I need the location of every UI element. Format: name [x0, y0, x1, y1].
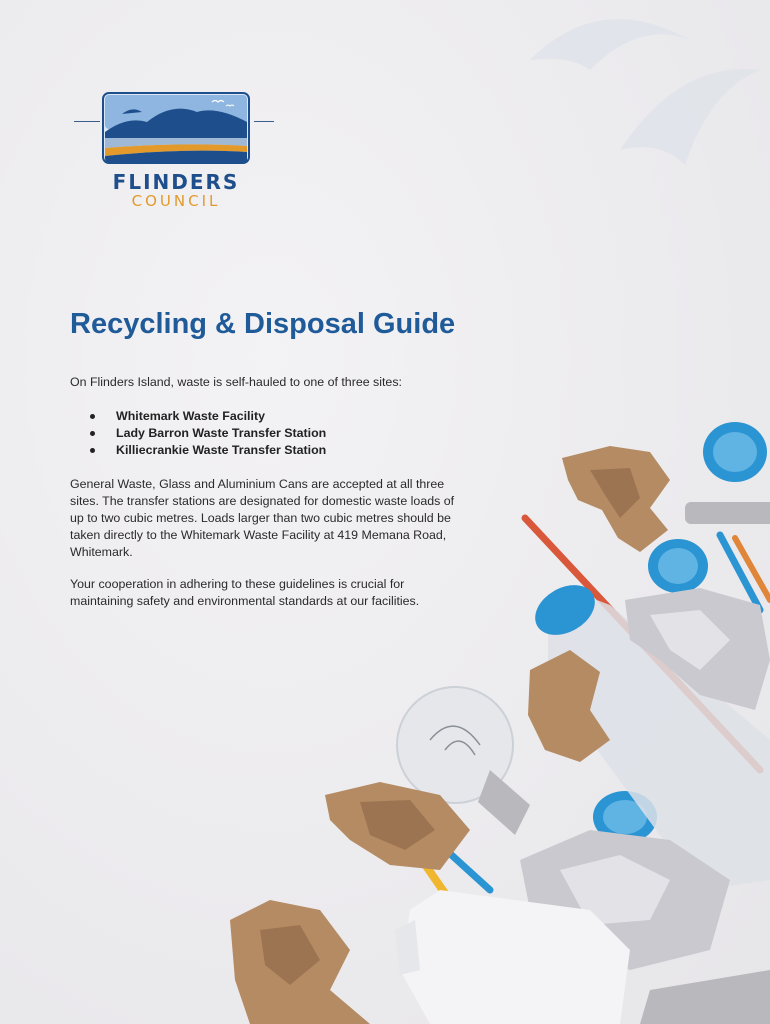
- logo-wordmark-council: COUNCIL: [131, 192, 221, 210]
- site-name: Whitemark Waste Facility: [116, 409, 265, 423]
- bullet-icon: [90, 414, 95, 419]
- site-name: Lady Barron Waste Transfer Station: [116, 426, 327, 440]
- page-title: Recycling & Disposal Guide: [70, 308, 456, 340]
- cooperation-paragraph: Your cooperation in adhering to these guidelines is crucial for maintaining safety and environmental standards at our facilities.: [70, 577, 420, 608]
- logo-rule-left: [74, 121, 100, 122]
- bullet-icon: [90, 448, 95, 453]
- recyclable-waste-illustration: [230, 410, 770, 1024]
- bird-shadow-decoration: [470, 0, 770, 200]
- bullet-icon: [90, 431, 95, 436]
- site-name: Killiecrankie Waste Transfer Station: [116, 443, 327, 457]
- logo-landscape-badge: [102, 92, 250, 164]
- flinders-council-logo: [74, 92, 274, 212]
- intro-text: On Flinders Island, waste is self-hauled to one of three sites:: [70, 375, 402, 389]
- logo-wordmark-flinders: FLINDERS: [112, 170, 240, 194]
- logo-rule-right: [254, 121, 274, 122]
- accepted-waste-paragraph: General Waste, Glass and Aluminium Cans are accepted at all three sites. The transfer stations are designated for domestic waste loads of up to two cubic metres. Loads larger than two cubic metres should be taken directly to the Whitemark Waste Facility at 419 Memana Road, Whitemark.: [70, 477, 455, 559]
